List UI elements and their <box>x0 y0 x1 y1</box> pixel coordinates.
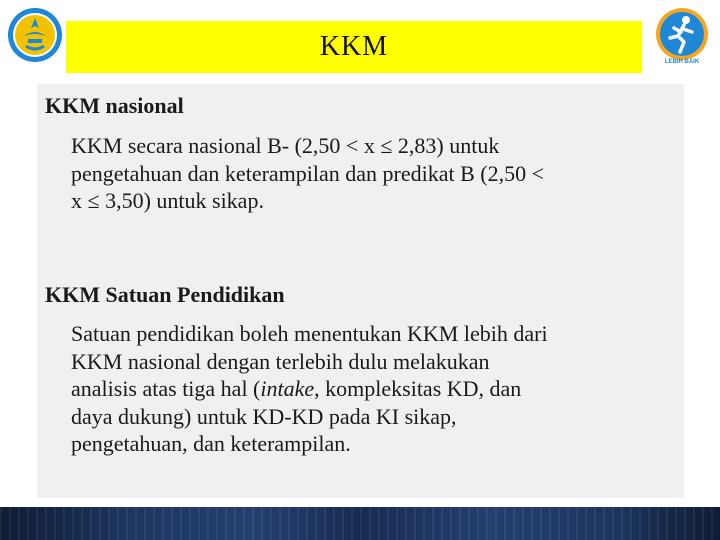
right-logo-text: LEBIH BAIK <box>664 59 700 65</box>
text-line: x ≤ 3,50) untuk sikap. <box>71 188 264 213</box>
text-line: pengetahuan dan keterampilan dan predikat B (2,50 < <box>71 160 545 186</box>
bottom-decorative-strip <box>0 507 720 540</box>
section-heading-kkm-nasional: KKM nasional <box>45 93 184 118</box>
text-line: pengetahuan, dan keterampilan. <box>71 431 351 456</box>
strip-pattern <box>0 507 720 540</box>
section-body-kkm-satuan-pendidikan <box>71 320 681 458</box>
text-line <box>71 375 681 403</box>
section-heading-kkm-satuan-pendidikan: KKM Satuan Pendidikan <box>45 282 285 307</box>
text-line: Satuan pendidikan boleh menentukan KKM lebih dari <box>71 321 548 346</box>
text-line: daya dukung) untuk KD-KD pada KI sikap, <box>71 403 457 429</box>
running-figure-logo-icon <box>650 4 714 68</box>
kemendikbud-logo-icon <box>6 6 64 64</box>
text-fragment: analisis atas tiga hal ( <box>71 376 261 401</box>
title-bar <box>66 21 642 73</box>
section-body-kkm-nasional <box>71 132 681 215</box>
page-title: KKM <box>319 31 389 62</box>
text-line: KKM secara nasional B- (2,50 < x ≤ 2,83) untuk <box>71 133 500 158</box>
italic-term-intake: intake <box>260 376 315 401</box>
content-box <box>37 84 684 498</box>
text-fragment: , kompleksitas KD, dan <box>314 376 522 401</box>
text-line: KKM nasional dengan terlebih dulu melakukan <box>71 348 490 374</box>
